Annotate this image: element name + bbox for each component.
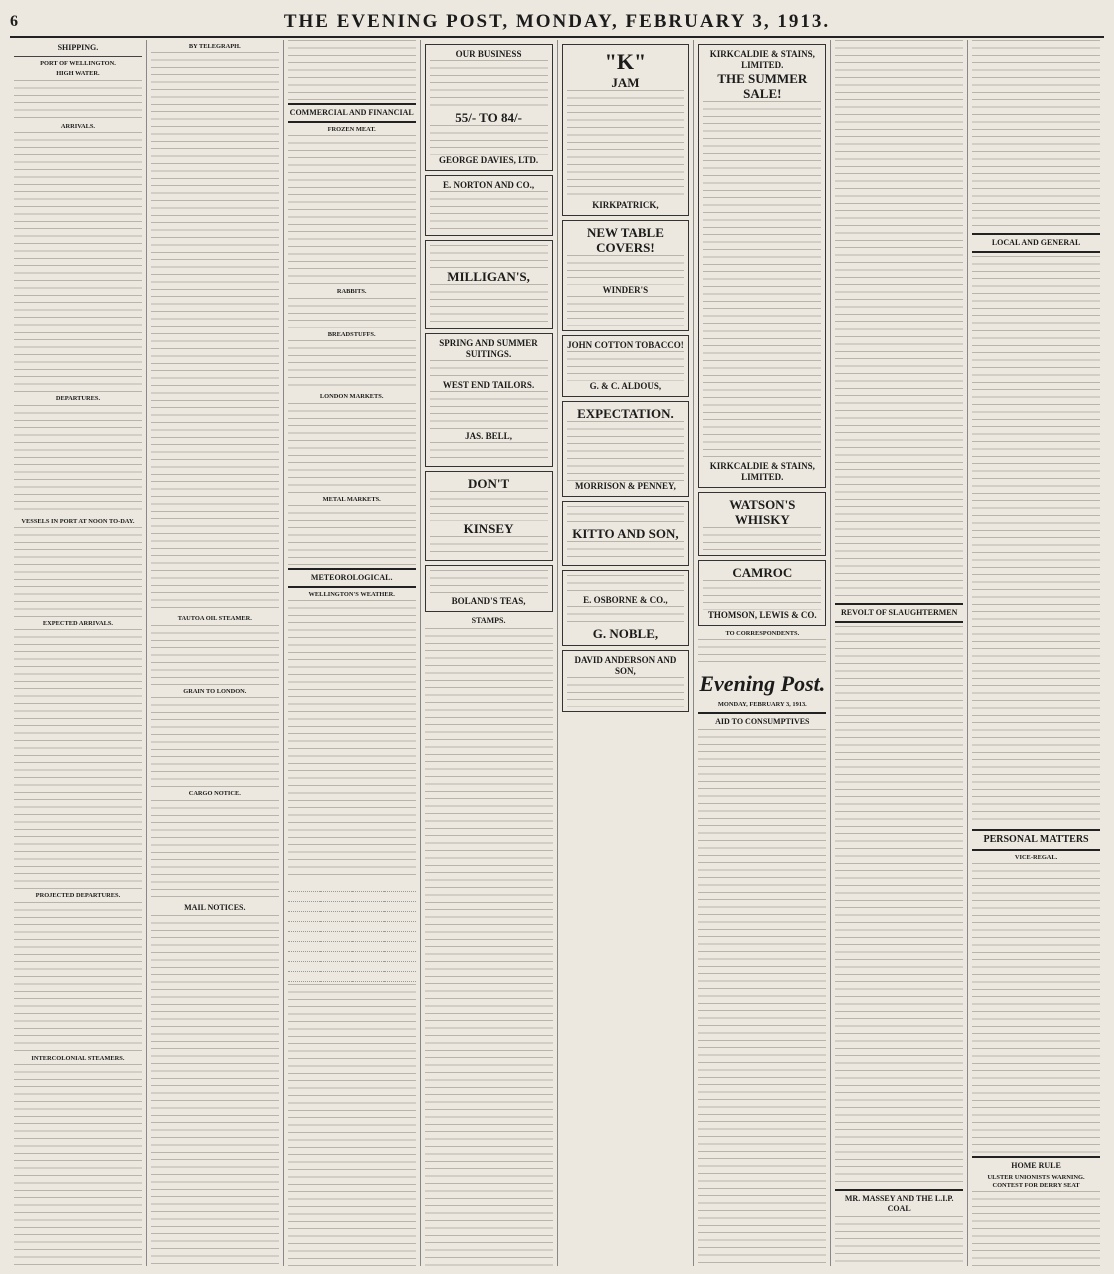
shipping-heading: SHIPPING. <box>57 43 99 52</box>
evening-post-nameplate: Evening Post. <box>699 671 826 697</box>
masthead-title: THE EVENING POST, MONDAY, FEBRUARY 3, 1913. <box>283 11 831 32</box>
local-general-heading: LOCAL AND GENERAL <box>991 238 1081 247</box>
kirkcaldie-footer: KIRKCALDIE & STAINS, LIMITED. <box>709 461 815 482</box>
camroc-ad: CAMROC THOMSON, LEWIS & CO. <box>698 560 826 626</box>
osborne-ad: E. OSBORNE & CO., G. NOBLE, <box>562 570 690 646</box>
frozen-meat-heading: FROZEN MEAT. <box>327 126 376 133</box>
tobacco-ad: JOHN COTTON TOBACCO! G. & C. ALDOUS, <box>562 335 690 397</box>
kirkpatrick: KIRKPATRICK, <box>592 200 659 210</box>
breadstuffs-heading: BREADSTUFFS. <box>327 330 376 338</box>
weather-heading: WELLINGTON'S WEATHER. <box>308 591 395 599</box>
summer-sale: THE SUMMER SALE! <box>717 71 808 101</box>
bolands-ad: BOLAND'S TEAS, <box>425 565 553 612</box>
mail-notices-heading: MAIL NOTICES. <box>184 902 246 912</box>
grain-heading: GRAIN TO LONDON. <box>183 687 247 695</box>
column-news <box>831 40 968 1266</box>
home-rule-heading: HOME RULE <box>1011 1161 1061 1171</box>
anderson-ad: DAVID ANDERSON AND SON, <box>562 650 690 712</box>
masthead <box>10 8 1104 38</box>
west-end-tailors: WEST END TAILORS. <box>442 380 535 390</box>
milligans-ad: MILLIGAN'S, <box>425 240 553 329</box>
price-range: 55/- TO 84/- <box>455 110 522 125</box>
consumptives-heading: AID TO CONSUMPTIVES <box>715 716 810 726</box>
massey-heading: MR. MASSEY AND THE L.I.P. COAL <box>844 1194 954 1213</box>
metal-markets-heading: METAL MARKETS. <box>322 495 381 503</box>
arrivals-heading: ARRIVALS. <box>60 122 96 130</box>
morrison-penney: MORRISON & PENNEY, <box>574 481 676 491</box>
rabbits-heading: RABBITS. <box>336 288 367 296</box>
norton-ad: E. NORTON AND CO., <box>425 175 553 236</box>
column-ads-1 <box>421 40 558 1266</box>
table-covers-ad: NEW TABLE COVERS! WINDER'S <box>562 220 690 331</box>
column-editorial <box>694 40 831 1266</box>
cargo-heading: CARGO NOTICE. <box>188 790 241 798</box>
k-jam-ad: "K" JAM KIRKPATRICK, <box>562 44 690 216</box>
personal-matters-heading: PERSONAL MATTERS <box>983 834 1089 845</box>
projected-heading: PROJECTED DEPARTURES. <box>35 892 121 900</box>
column-telegraph <box>147 40 284 1266</box>
george-davies: GEORGE DAVIES, LTD. <box>439 155 539 165</box>
editorial-date: MONDAY, FEBRUARY 3, 1913. <box>717 701 807 709</box>
telegraph-heading: BY TELEGRAPH. <box>188 43 241 50</box>
meteorological-heading: METEOROLOGICAL. <box>310 573 393 583</box>
winders: WINDER'S <box>602 285 649 295</box>
column-shipping <box>10 40 147 1266</box>
our-business-ad: OUR BUSINESS 55/- TO 84/- GEORGE DAVIES, LTD. <box>425 44 553 171</box>
correspondents-heading: TO CORRESPONDENTS. <box>725 630 800 637</box>
high-water-heading: HIGH WATER. <box>56 70 100 78</box>
weather-table <box>288 882 416 982</box>
vice-regal-heading: VICE-REGAL. <box>1014 854 1058 861</box>
expected-heading: EXPECTED ARRIVALS. <box>42 620 114 628</box>
intercolonial-heading: INTERCOLONIAL STEAMERS. <box>31 1054 125 1062</box>
london-markets-heading: LONDON MARKETS. <box>319 393 384 401</box>
columns <box>10 40 1104 1266</box>
stamps-heading: STAMPS. <box>471 616 506 625</box>
kinsey-ad: DON'T KINSEY <box>425 471 553 561</box>
kitto-ad: KITTO AND SON, <box>562 501 690 566</box>
column-commercial <box>284 40 421 1266</box>
vessels-heading: VESSELS IN PORT AT NOON TO-DAY. <box>21 517 135 525</box>
commercial-heading: COMMERCIAL AND FINANCIAL <box>289 108 414 117</box>
aldous: G. & C. ALDOUS, <box>589 381 662 391</box>
page-number: 6 <box>10 13 18 30</box>
watson-ad: WATSON'S WHISKY <box>698 492 826 556</box>
noble: G. NOBLE, <box>592 626 659 641</box>
port-heading: PORT OF WELLINGTON. <box>40 60 116 67</box>
departures-heading: DEPARTURES. <box>55 395 101 403</box>
oil-steamer-heading: TAUTOA OIL STEAMER. <box>177 615 252 623</box>
kirkcaldie-sale-ad: KIRKCALDIE & STAINS, LIMITED. THE SUMMER SALE! KIRKCALDIE & STAINS, LIMITED. <box>698 44 826 488</box>
spring-ad: SPRING AND SUMMER SUITINGS. WEST END TAILORS. JAS. BELL, <box>425 333 553 467</box>
column-local <box>968 40 1104 1266</box>
jas-bell: JAS. BELL, <box>465 431 512 441</box>
ulster-subheading: ULSTER UNIONISTS WARNING. CONTEST FOR DERRY SEAT <box>987 1174 1085 1189</box>
column-ads-2 <box>558 40 695 1266</box>
thomson-lewis: THOMSON, LEWIS & CO. <box>707 610 817 620</box>
slaughtermen-heading: REVOLT OF SLAUGHTERMEN <box>840 608 958 617</box>
expectation-ad: EXPECTATION. MORRISON & PENNEY, <box>562 401 690 497</box>
